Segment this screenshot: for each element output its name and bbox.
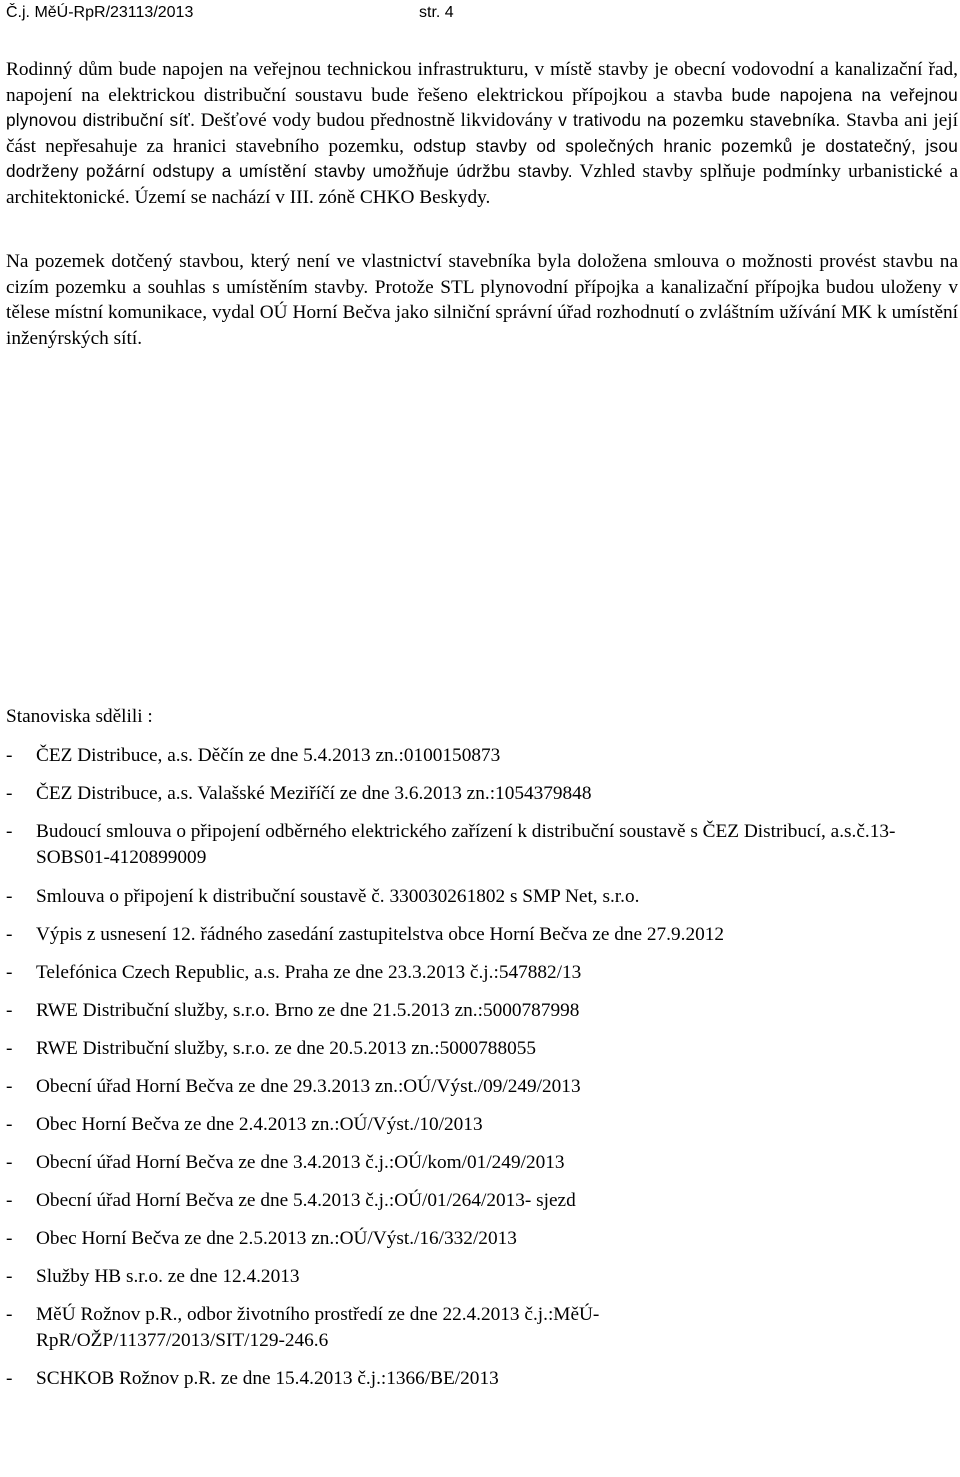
- list-item: [6, 743, 936, 769]
- page-number: str. 4: [419, 4, 454, 21]
- paragraph-part: v trativodu na pozemku stavebníka.: [558, 110, 841, 130]
- list-item-text: Smlouva o připojení k distribuční soustavě č. 330030261802 s SMP Net, s.r.o.: [36, 886, 640, 907]
- list-item: [6, 1226, 936, 1252]
- list-item: [6, 819, 936, 871]
- list-item: [6, 884, 936, 910]
- paragraph-part: . Dešťové vody budou přednostně likvidovány: [190, 110, 559, 131]
- list-item-text: Služby HB s.r.o. ze dne 12.4.2013: [36, 1266, 300, 1287]
- paragraph-part: Rodinný dům bude napojen na veřejnou technickou infrastrukturu, v místě stavby je obecní vodovodní a kanalizační řad, napojení na elektrickou distribuční soustavu bude řešeno elektrickou přípojkou a stavba: [6, 59, 958, 106]
- list-bullet: -: [6, 1038, 13, 1059]
- list-bullet: -: [6, 821, 13, 842]
- list-item-text: RWE Distribuční služby, s.r.o. Brno ze dne 21.5.2013 zn.:5000787998: [36, 1000, 580, 1021]
- list-bullet: -: [6, 1304, 13, 1325]
- list-bullet: -: [6, 962, 13, 983]
- list-item: [6, 1150, 936, 1176]
- list-item-text: Obecní úřad Horní Bečva ze dne 5.4.2013 č.j.:OÚ/01/264/2013- sjezd: [36, 1190, 576, 1211]
- paragraph-part: bude napojena na veřejnou plynovou distribuční síť: [6, 84, 958, 130]
- list-bullet: -: [6, 1076, 13, 1097]
- list-item: [6, 1112, 936, 1138]
- list-item: [6, 1188, 936, 1214]
- list-item: [6, 1366, 936, 1392]
- list-item: [6, 960, 936, 986]
- paragraph-part: Vzhled stavby splňuje podmínky urbanistické a architektonické. Území se nachází v III. zóně CHKO Beskydy.: [6, 161, 958, 208]
- list-bullet: -: [6, 745, 13, 766]
- paragraph-text: [6, 57, 958, 210]
- paragraph-part: Stavba ani její část nepřesahuje za hranici stavebního pozemku,: [6, 110, 958, 157]
- list-item-text: MěÚ Rožnov p.R., odbor životního prostředí ze dne 22.4.2013 č.j.:MěÚ-RpR/OŽP/11377/2013/SIT/129-246.6: [36, 1304, 600, 1351]
- list-bullet: -: [6, 1368, 13, 1389]
- paragraph-infrastructure: [6, 57, 958, 210]
- paragraph-land-consent: [6, 249, 958, 351]
- list-item: [6, 1264, 936, 1290]
- section-heading: Stanoviska sdělili :: [6, 706, 153, 727]
- list-item: [6, 781, 936, 807]
- list-item-text: Obec Horní Bečva ze dne 2.4.2013 zn.:OÚ/Výst./10/2013: [36, 1114, 483, 1135]
- list-item-text: Výpis z usnesení 12. řádného zasedání zastupitelstva obce Horní Bečva ze dne 27.9.2012: [36, 924, 725, 945]
- list-item-text: Obecní úřad Horní Bečva ze dne 3.4.2013 č.j.:OÚ/kom/01/249/2013: [36, 1152, 565, 1173]
- list-bullet: -: [6, 886, 13, 907]
- list-item-text: ČEZ Distribuce, a.s. Valašské Meziříčí ze dne 3.6.2013 zn.:1054379848: [36, 783, 592, 804]
- list-bullet: -: [6, 1114, 13, 1135]
- list-item-text: ČEZ Distribuce, a.s. Děčín ze dne 5.4.2013 zn.:0100150873: [36, 745, 501, 766]
- list-item: [6, 1074, 936, 1100]
- list-item-text: Telefónica Czech Republic, a.s. Praha ze dne 23.3.2013 č.j.:547882/13: [36, 962, 582, 983]
- list-item-text: SCHKOB Rožnov p.R. ze dne 15.4.2013 č.j.:1366/BE/2013: [36, 1368, 499, 1389]
- list-item-text: Obecní úřad Horní Bečva ze dne 29.3.2013 zn.:OÚ/Výst./09/249/2013: [36, 1076, 581, 1097]
- reference-number: Č.j. MěÚ-RpR/23113/2013: [6, 4, 194, 21]
- paragraph-text: Na pozemek dotčený stavbou, který není ve vlastnictví stavebníka byla doložena smlouva o možnosti provést stavbu na cizím pozemku a souhlas s umístěním stavby. Protože STL plynovodní přípojka a kanalizační přípojka budou uloženy v tělese místní komunikace, vydal OÚ Horní Bečva jako silniční správní úřad rozhodnutí o zvláštním užívání MK k umístění inženýrských sítí.: [6, 251, 958, 349]
- list-bullet: -: [6, 783, 13, 804]
- paragraph-part: odstup stavby od společných hranic pozemků je dostatečný, jsou dodrženy požární odstupy a umístění stavby umožňuje údržbu stavby.: [6, 135, 959, 181]
- list-bullet: -: [6, 1000, 13, 1021]
- list-item-text: Budoucí smlouva o připojení odběrného elektrického zařízení k distribuční soustavě s ČEZ Distribucí, a.s.č.13-SOBS01-4120899009: [36, 821, 896, 868]
- list-bullet: -: [6, 1152, 13, 1173]
- list-bullet: -: [6, 924, 13, 945]
- list-item-text: RWE Distribuční služby, s.r.o. ze dne 20.5.2013 zn.:5000788055: [36, 1038, 537, 1059]
- list-item: [6, 1036, 936, 1062]
- stanoviska-heading-block: [6, 704, 958, 730]
- list-bullet: -: [6, 1228, 13, 1249]
- list-bullet: -: [6, 1266, 13, 1287]
- list-item: [6, 922, 936, 948]
- list-bullet: -: [6, 1190, 13, 1211]
- list-item: [6, 1302, 936, 1354]
- list-item: [6, 998, 936, 1024]
- list-item-text: Obec Horní Bečva ze dne 2.5.2013 zn.:OÚ/Výst./16/332/2013: [36, 1228, 517, 1249]
